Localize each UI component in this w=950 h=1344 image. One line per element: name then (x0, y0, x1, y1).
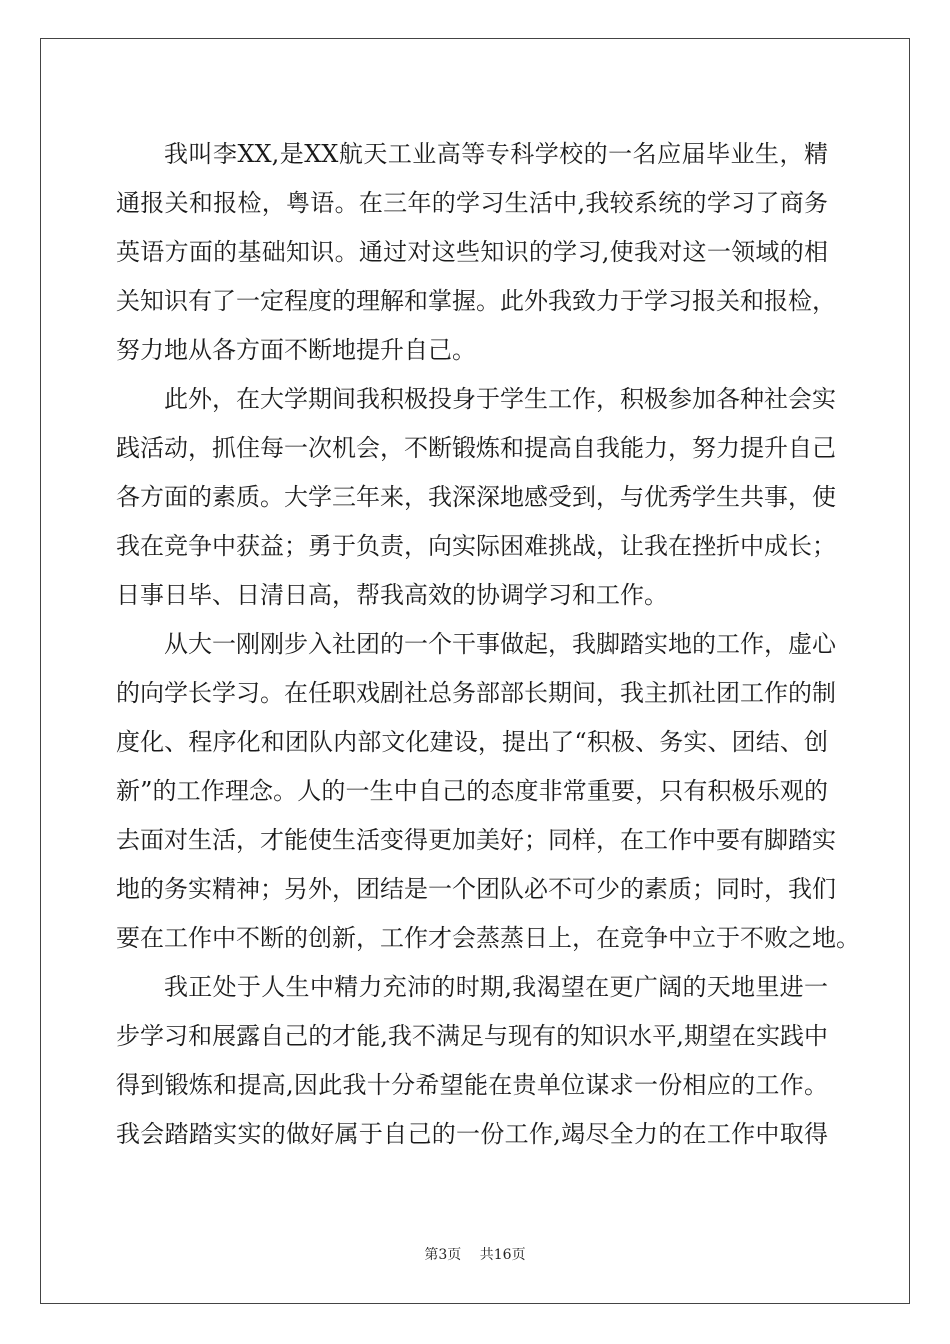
paragraph-4-line-2: 步学习和展露自己的才能,我不满足与现有的知识水平,期望在实践中 (116, 1022, 828, 1050)
paragraph-3-line-4: 新”的工作理念。人的一生中自己的态度非常重要，只有积极乐观的 (116, 777, 828, 805)
paragraph-4-line-1: 我正处于人生中精力充沛的时期,我渴望在更广阔的天地里进一 (164, 973, 828, 1001)
paragraph-1-line-3: 英语方面的基础知识。通过对这些知识的学习,使我对这一领域的相 (116, 238, 828, 266)
paragraph-1-line-5: 努力地从各方面不断地提升自己。 (116, 336, 476, 364)
paragraph-2-line-5: 日事日毕、日清日高，帮我高效的协调学习和工作。 (116, 581, 668, 609)
paragraph-3-line-2: 的向学长学习。在任职戏剧社总务部部长期间，我主抓社团工作的制 (116, 679, 836, 707)
paragraph-3-line-3: 度化、程序化和团队内部文化建设，提出了“积极、务实、团结、创 (116, 728, 828, 756)
paragraph-3-line-6: 地的务实精神；另外，团结是一个团队必不可少的素质；同时，我们 (116, 875, 836, 903)
page-number: 第3页 (424, 1247, 462, 1263)
paragraph-2-line-1: 此外，在大学期间我积极投身于学生工作，积极参加各种社会实 (164, 385, 836, 413)
paragraph-2-line-4: 我在竞争中获益；勇于负责，向实际困难挑战，让我在挫折中成长； (116, 532, 836, 560)
paragraph-3-line-7: 要在工作中不断的创新，工作才会蒸蒸日上，在竞争中立于不败之地。 (116, 924, 860, 952)
page-total: 共16页 (479, 1247, 526, 1263)
paragraph-3-line-1: 从大一刚刚步入社团的一个干事做起，我脚踏实地的工作，虚心 (164, 630, 836, 658)
paragraph-1-line-4: 关知识有了一定程度的理解和掌握。此外我致力于学习报关和报检， (116, 287, 836, 315)
paragraph-4-line-4: 我会踏踏实实的做好属于自己的一份工作,竭尽全力的在工作中取得 (116, 1120, 828, 1148)
page-footer (0, 1244, 950, 1264)
paragraph-3-line-5: 去面对生活，才能使生活变得更加美好；同样，在工作中要有脚踏实 (116, 826, 836, 854)
paragraph-4-line-3: 得到锻炼和提高,因此我十分希望能在贵单位谋求一份相应的工作。 (116, 1071, 828, 1099)
paragraph-1-line-2: 通报关和报检，粤语。在三年的学习生活中,我较系统的学习了商务 (116, 189, 828, 217)
paragraph-2-line-3: 各方面的素质。大学三年来，我深深地感受到，与优秀学生共事，使 (116, 483, 836, 511)
paragraph-1-line-1: 我叫李XX,是XX航天工业高等专科学校的一名应届毕业生，精 (164, 140, 828, 168)
paragraph-2-line-2: 践活动，抓住每一次机会，不断锻炼和提高自我能力，努力提升自己 (116, 434, 836, 462)
